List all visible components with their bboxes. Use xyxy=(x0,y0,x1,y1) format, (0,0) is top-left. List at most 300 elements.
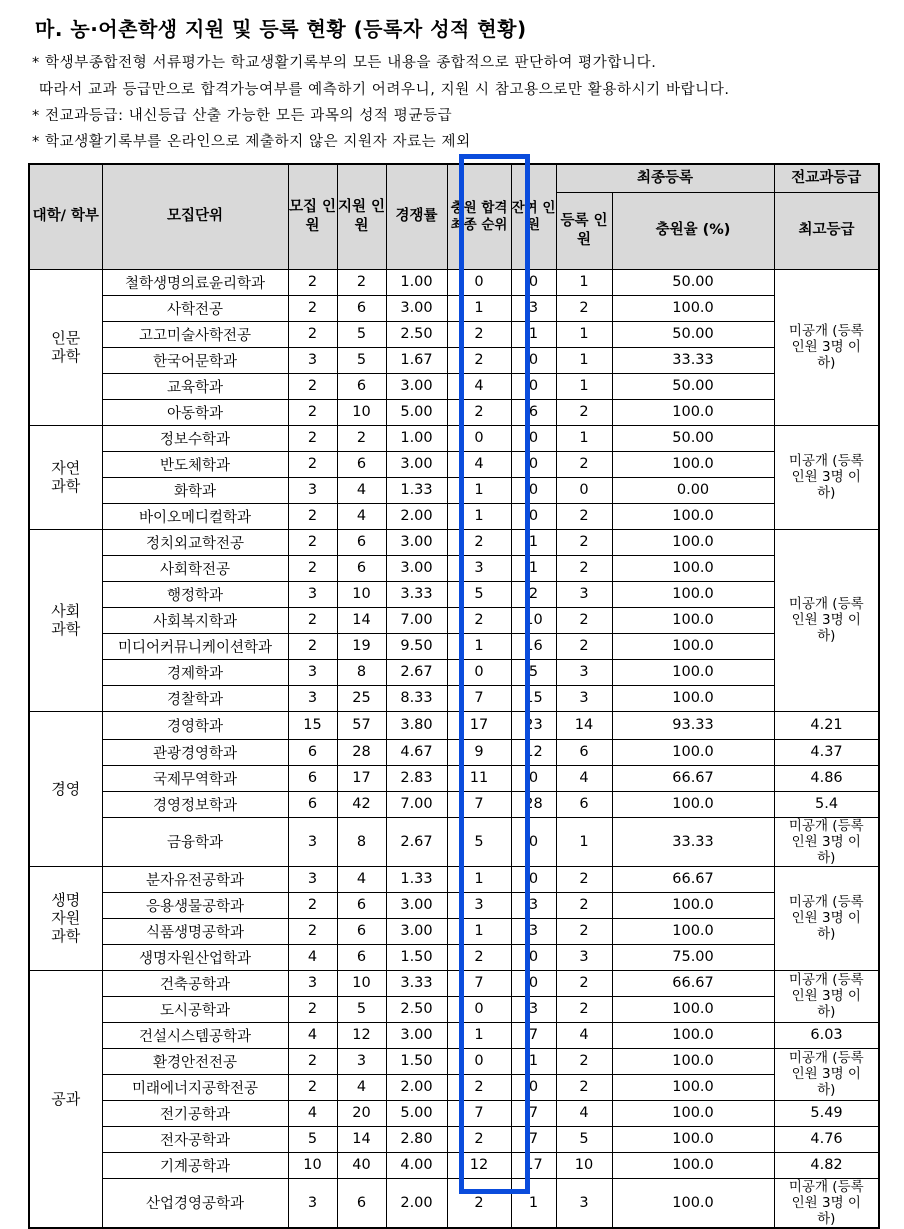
cell-value: 50.00 xyxy=(612,269,774,295)
cell-value: 6 xyxy=(288,791,337,817)
cell-value: 1 xyxy=(556,321,612,347)
cell-value: 3 xyxy=(288,1178,337,1228)
cell-value: 100.0 xyxy=(612,685,774,711)
table-row xyxy=(29,399,879,425)
table-row xyxy=(29,529,879,555)
cell-value: 3 xyxy=(556,685,612,711)
undisclosed-note: 미공개 (등록인원 3명 이하) xyxy=(774,866,879,970)
cell-value: 5 xyxy=(337,347,386,373)
table-row xyxy=(29,791,879,817)
cell-value: 100.0 xyxy=(612,996,774,1022)
cell-value: 2.00 xyxy=(386,1178,447,1228)
header-dept: 모집단위 xyxy=(102,164,288,269)
table-row xyxy=(29,295,879,321)
header-final-reg: 최종등록 xyxy=(556,164,774,192)
cell-value: 0 xyxy=(556,477,612,503)
cell-value: 7 xyxy=(447,685,511,711)
cell-value: 4 xyxy=(288,1100,337,1126)
cell-value: 3.80 xyxy=(386,711,447,739)
cell-value: 1 xyxy=(447,866,511,892)
cell-value: 17 xyxy=(447,711,511,739)
cell-value: 1 xyxy=(447,918,511,944)
cell-value: 3.00 xyxy=(386,529,447,555)
header-rank: 충원 합격 최종 순위 xyxy=(447,164,511,269)
cell-value: 10 xyxy=(288,1152,337,1178)
dept-name: 도시공학과 xyxy=(102,996,288,1022)
dept-name: 경영학과 xyxy=(102,711,288,739)
cell-value: 6 xyxy=(337,555,386,581)
college-cell: 자연 과학 xyxy=(29,425,102,529)
cell-value: 100.0 xyxy=(612,451,774,477)
cell-value: 6 xyxy=(288,765,337,791)
cell-value: 0 xyxy=(511,451,556,477)
cell-value: 2 xyxy=(556,1074,612,1100)
cell-value: 3.00 xyxy=(386,451,447,477)
cell-value: 12 xyxy=(511,739,556,765)
cell-value: 0 xyxy=(511,425,556,451)
cell-value: 7.00 xyxy=(386,607,447,633)
header-quota: 모집 인원 xyxy=(288,164,337,269)
cell-value: 2 xyxy=(447,529,511,555)
college-cell: 인문 과학 xyxy=(29,269,102,425)
college-cell: 생명 자원 과학 xyxy=(29,866,102,970)
cell-value: 6 xyxy=(337,451,386,477)
cell-value: 100.0 xyxy=(612,892,774,918)
dept-name: 환경안전전공 xyxy=(102,1048,288,1074)
cell-value: 4 xyxy=(447,451,511,477)
table-row xyxy=(29,607,879,633)
cell-value: 40 xyxy=(337,1152,386,1178)
cell-value: 12 xyxy=(447,1152,511,1178)
cell-value: 2 xyxy=(288,373,337,399)
cell-value: 1.50 xyxy=(386,1048,447,1074)
cell-value: 4 xyxy=(447,373,511,399)
table-row xyxy=(29,866,879,892)
dept-name: 전자공학과 xyxy=(102,1126,288,1152)
cell-value: 66.67 xyxy=(612,866,774,892)
cell-value: 2 xyxy=(556,295,612,321)
cell-value: 50.00 xyxy=(612,373,774,399)
cell-value: 0 xyxy=(511,866,556,892)
cell-value: 2 xyxy=(556,866,612,892)
table-row xyxy=(29,944,879,970)
cell-value: 1 xyxy=(556,425,612,451)
cell-value: 3 xyxy=(511,295,556,321)
dept-name: 아동학과 xyxy=(102,399,288,425)
cell-value: 5 xyxy=(288,1126,337,1152)
cell-value: 5 xyxy=(337,996,386,1022)
table-row xyxy=(29,425,879,451)
cell-value: 0 xyxy=(511,944,556,970)
cell-value: 6 xyxy=(337,529,386,555)
cell-value: 6 xyxy=(556,791,612,817)
cell-value: 5 xyxy=(556,1126,612,1152)
cell-value: 3 xyxy=(288,866,337,892)
cell-value: 6 xyxy=(556,739,612,765)
cell-value: 3 xyxy=(447,555,511,581)
dept-name: 국제무역학과 xyxy=(102,765,288,791)
table-row xyxy=(29,503,879,529)
cell-value: 3.33 xyxy=(386,970,447,996)
cell-value: 8 xyxy=(337,659,386,685)
cell-value: 7 xyxy=(511,1100,556,1126)
cell-value: 16 xyxy=(511,633,556,659)
cell-value: 2 xyxy=(556,503,612,529)
cell-value: 2 xyxy=(337,269,386,295)
dept-name: 사회학전공 xyxy=(102,555,288,581)
cell-value: 66.67 xyxy=(612,970,774,996)
cell-value: 1 xyxy=(447,633,511,659)
cell-value: 0 xyxy=(447,996,511,1022)
cell-value: 0 xyxy=(511,817,556,866)
cell-value: 28 xyxy=(337,739,386,765)
cell-value: 2 xyxy=(288,1074,337,1100)
cell-value: 57 xyxy=(337,711,386,739)
table-row xyxy=(29,892,879,918)
cell-value: 4.67 xyxy=(386,739,447,765)
header-reg-count: 등록 인원 xyxy=(556,192,612,269)
cell-value: 75.00 xyxy=(612,944,774,970)
cell-value: 1 xyxy=(556,269,612,295)
cell-value: 1 xyxy=(556,817,612,866)
cell-value: 1.50 xyxy=(386,944,447,970)
cell-value: 93.33 xyxy=(612,711,774,739)
cell-value: 1.00 xyxy=(386,425,447,451)
cell-value: 6 xyxy=(337,373,386,399)
header-remain: 잔여 인원 xyxy=(511,164,556,269)
table-row xyxy=(29,633,879,659)
cell-value: 2 xyxy=(556,918,612,944)
cell-value: 17 xyxy=(337,765,386,791)
cell-value: 3.00 xyxy=(386,918,447,944)
cell-value: 0 xyxy=(447,659,511,685)
cell-value: 6 xyxy=(337,944,386,970)
table-row xyxy=(29,765,879,791)
cell-value: 2 xyxy=(288,321,337,347)
grade-value: 5.49 xyxy=(774,1100,879,1126)
dept-name: 철학생명의료윤리학과 xyxy=(102,269,288,295)
college-cell: 사회 과학 xyxy=(29,529,102,711)
cell-value: 4 xyxy=(337,503,386,529)
cell-value: 2.00 xyxy=(386,503,447,529)
cell-value: 100.0 xyxy=(612,739,774,765)
note-4: * 학교생활기록부를 온라인으로 제출하지 않은 지원자 자료는 제외 xyxy=(32,134,471,150)
admission-table xyxy=(28,163,880,1229)
cell-value: 100.0 xyxy=(612,1178,774,1228)
cell-value: 12 xyxy=(337,1022,386,1048)
table-row xyxy=(29,1048,879,1074)
cell-value: 3 xyxy=(288,659,337,685)
cell-value: 2 xyxy=(288,996,337,1022)
cell-value: 1 xyxy=(447,503,511,529)
dept-name: 응용생물공학과 xyxy=(102,892,288,918)
cell-value: 2 xyxy=(556,529,612,555)
cell-value: 17 xyxy=(511,1152,556,1178)
cell-value: 2 xyxy=(288,1048,337,1074)
table-row xyxy=(29,581,879,607)
cell-value: 5 xyxy=(511,659,556,685)
cell-value: 2.83 xyxy=(386,765,447,791)
table-row xyxy=(29,451,879,477)
cell-value: 2 xyxy=(447,321,511,347)
cell-value: 4 xyxy=(556,1022,612,1048)
undisclosed-note: 미공개 (등록인원 3명 이하) xyxy=(774,1048,879,1100)
dept-name: 반도체학과 xyxy=(102,451,288,477)
dept-name: 고고미술사학전공 xyxy=(102,321,288,347)
cell-value: 2 xyxy=(288,555,337,581)
header-college: 대학/ 학부 xyxy=(29,164,102,269)
cell-value: 19 xyxy=(337,633,386,659)
cell-value: 3 xyxy=(447,892,511,918)
cell-value: 3 xyxy=(511,918,556,944)
cell-value: 5 xyxy=(447,817,511,866)
table-row xyxy=(29,555,879,581)
table-row xyxy=(29,918,879,944)
cell-value: 100.0 xyxy=(612,581,774,607)
cell-value: 6 xyxy=(337,295,386,321)
cell-value: 3 xyxy=(288,347,337,373)
cell-value: 1.00 xyxy=(386,269,447,295)
cell-value: 9.50 xyxy=(386,633,447,659)
cell-value: 100.0 xyxy=(612,659,774,685)
table-row xyxy=(29,1022,879,1048)
cell-value: 3 xyxy=(337,1048,386,1074)
college-cell: 경영 xyxy=(29,711,102,866)
dept-name: 행정학과 xyxy=(102,581,288,607)
cell-value: 3 xyxy=(556,659,612,685)
cell-value: 2 xyxy=(556,399,612,425)
cell-value: 4 xyxy=(337,1074,386,1100)
cell-value: 2 xyxy=(556,970,612,996)
grade-value: 4.82 xyxy=(774,1152,879,1178)
cell-value: 0 xyxy=(511,970,556,996)
cell-value: 2.80 xyxy=(386,1126,447,1152)
dept-name: 건축공학과 xyxy=(102,970,288,996)
cell-value: 10 xyxy=(337,399,386,425)
cell-value: 100.0 xyxy=(612,1048,774,1074)
cell-value: 0 xyxy=(511,347,556,373)
table-row xyxy=(29,1100,879,1126)
dept-name: 사학전공 xyxy=(102,295,288,321)
cell-value: 2 xyxy=(447,347,511,373)
cell-value: 2 xyxy=(556,1048,612,1074)
grade-value: 4.21 xyxy=(774,711,879,739)
cell-value: 2.67 xyxy=(386,659,447,685)
dept-name: 경찰학과 xyxy=(102,685,288,711)
dept-name: 교육학과 xyxy=(102,373,288,399)
cell-value: 7 xyxy=(511,1126,556,1152)
cell-value: 100.0 xyxy=(612,1100,774,1126)
cell-value: 2 xyxy=(288,607,337,633)
cell-value: 2.50 xyxy=(386,996,447,1022)
cell-value: 2 xyxy=(288,295,337,321)
table-row xyxy=(29,996,879,1022)
dept-name: 전기공학과 xyxy=(102,1100,288,1126)
cell-value: 14 xyxy=(337,607,386,633)
cell-value: 50.00 xyxy=(612,425,774,451)
cell-value: 20 xyxy=(337,1100,386,1126)
cell-value: 2 xyxy=(447,944,511,970)
table-row xyxy=(29,1126,879,1152)
cell-value: 3 xyxy=(288,581,337,607)
table-row xyxy=(29,373,879,399)
cell-value: 3 xyxy=(511,996,556,1022)
cell-value: 2 xyxy=(288,451,337,477)
cell-value: 2 xyxy=(556,607,612,633)
cell-value: 100.0 xyxy=(612,1126,774,1152)
header-grade: 전교과등급 xyxy=(774,164,879,192)
cell-value: 9 xyxy=(447,739,511,765)
cell-value: 0 xyxy=(447,425,511,451)
header-ratio: 경쟁률 xyxy=(386,164,447,269)
cell-value: 8 xyxy=(337,817,386,866)
undisclosed-note: 미공개 (등록인원 3명 이하) xyxy=(774,817,879,866)
cell-value: 6 xyxy=(337,892,386,918)
cell-value: 5.00 xyxy=(386,1100,447,1126)
cell-value: 2 xyxy=(447,1178,511,1228)
cell-value: 2 xyxy=(288,399,337,425)
cell-value: 0 xyxy=(511,765,556,791)
cell-value: 100.0 xyxy=(612,555,774,581)
cell-value: 0 xyxy=(511,373,556,399)
cell-value: 2 xyxy=(447,399,511,425)
cell-value: 2 xyxy=(447,1074,511,1100)
cell-value: 1 xyxy=(511,321,556,347)
cell-value: 2 xyxy=(556,633,612,659)
table-row xyxy=(29,1152,879,1178)
cell-value: 100.0 xyxy=(612,1152,774,1178)
cell-value: 0 xyxy=(511,477,556,503)
cell-value: 4 xyxy=(556,1100,612,1126)
cell-value: 100.0 xyxy=(612,295,774,321)
cell-value: 4.00 xyxy=(386,1152,447,1178)
page-title: 마. 농·어촌학생 지원 및 등록 현황 (등록자 성적 현황) xyxy=(35,17,527,41)
cell-value: 33.33 xyxy=(612,817,774,866)
dept-name: 산업경영공학과 xyxy=(102,1178,288,1228)
cell-value: 3 xyxy=(511,892,556,918)
cell-value: 3 xyxy=(556,944,612,970)
cell-value: 3.00 xyxy=(386,892,447,918)
dept-name: 정치외교학전공 xyxy=(102,529,288,555)
undisclosed-note: 미공개 (등록인원 3명 이하) xyxy=(774,529,879,711)
cell-value: 15 xyxy=(511,685,556,711)
grade-value: 4.86 xyxy=(774,765,879,791)
cell-value: 4 xyxy=(556,765,612,791)
cell-value: 1 xyxy=(447,295,511,321)
cell-value: 2 xyxy=(556,996,612,1022)
cell-value: 2.50 xyxy=(386,321,447,347)
dept-name: 정보수학과 xyxy=(102,425,288,451)
table-row xyxy=(29,1178,879,1228)
cell-value: 3.33 xyxy=(386,581,447,607)
cell-value: 100.0 xyxy=(612,1074,774,1100)
cell-value: 100.0 xyxy=(612,503,774,529)
cell-value: 0 xyxy=(511,1074,556,1100)
cell-value: 7.00 xyxy=(386,791,447,817)
cell-value: 28 xyxy=(511,791,556,817)
cell-value: 1.33 xyxy=(386,866,447,892)
table-row xyxy=(29,970,879,996)
grade-value: 4.76 xyxy=(774,1126,879,1152)
note-1: * 학생부종합전형 서류평가는 학교생활기록부의 모든 내용을 종합적으로 판단하여 평가합니다. xyxy=(32,55,657,71)
cell-value: 3 xyxy=(556,581,612,607)
cell-value: 100.0 xyxy=(612,633,774,659)
cell-value: 2 xyxy=(288,269,337,295)
note-3: * 전교과등급: 내신등급 산출 가능한 모든 과목의 성적 평균등급 xyxy=(32,108,453,124)
grade-value: 5.4 xyxy=(774,791,879,817)
cell-value: 5 xyxy=(337,321,386,347)
cell-value: 2 xyxy=(337,425,386,451)
dept-name: 미디어커뮤니케이션학과 xyxy=(102,633,288,659)
cell-value: 2.67 xyxy=(386,817,447,866)
dept-name: 금융학과 xyxy=(102,817,288,866)
cell-value: 1 xyxy=(511,1178,556,1228)
note-2: 따라서 교과 등급만으로 합격가능여부를 예측하기 어려우니, 지원 시 참고용으로만 활용하시기 바랍니다. xyxy=(39,82,730,98)
cell-value: 100.0 xyxy=(612,607,774,633)
cell-value: 25 xyxy=(337,685,386,711)
cell-value: 7 xyxy=(447,970,511,996)
cell-value: 10 xyxy=(511,607,556,633)
cell-value: 10 xyxy=(337,581,386,607)
cell-value: 2 xyxy=(288,425,337,451)
cell-value: 6 xyxy=(337,918,386,944)
cell-value: 42 xyxy=(337,791,386,817)
cell-value: 4 xyxy=(337,477,386,503)
cell-value: 6 xyxy=(288,739,337,765)
cell-value: 66.67 xyxy=(612,765,774,791)
header-grade-max: 최고등급 xyxy=(774,192,879,269)
cell-value: 100.0 xyxy=(612,399,774,425)
cell-value: 2 xyxy=(288,529,337,555)
college-cell: 공과 xyxy=(29,970,102,1228)
cell-value: 7 xyxy=(511,1022,556,1048)
cell-value: 1 xyxy=(511,529,556,555)
cell-value: 10 xyxy=(337,970,386,996)
table-row xyxy=(29,685,879,711)
undisclosed-note: 미공개 (등록인원 3명 이하) xyxy=(774,425,879,529)
header-applicants: 지원 인원 xyxy=(337,164,386,269)
dept-name: 바이오메디컬학과 xyxy=(102,503,288,529)
undisclosed-note: 미공개 (등록인원 3명 이하) xyxy=(774,269,879,425)
table-row xyxy=(29,269,879,295)
dept-name: 식품생명공학과 xyxy=(102,918,288,944)
cell-value: 2 xyxy=(556,451,612,477)
dept-name: 미래에너지공학전공 xyxy=(102,1074,288,1100)
cell-value: 1.67 xyxy=(386,347,447,373)
cell-value: 3 xyxy=(288,970,337,996)
dept-name: 화학과 xyxy=(102,477,288,503)
cell-value: 1 xyxy=(511,1048,556,1074)
cell-value: 3.00 xyxy=(386,373,447,399)
cell-value: 4 xyxy=(288,1022,337,1048)
dept-name: 기계공학과 xyxy=(102,1152,288,1178)
grade-value: 6.03 xyxy=(774,1022,879,1048)
header-reg-rate: 충원율 (%) xyxy=(612,192,774,269)
cell-value: 7 xyxy=(447,791,511,817)
cell-value: 1 xyxy=(556,347,612,373)
cell-value: 1 xyxy=(447,477,511,503)
undisclosed-note: 미공개 (등록인원 3명 이하) xyxy=(774,970,879,1022)
cell-value: 1 xyxy=(556,373,612,399)
table-row xyxy=(29,659,879,685)
cell-value: 100.0 xyxy=(612,1022,774,1048)
cell-value: 3.00 xyxy=(386,1022,447,1048)
cell-value: 2 xyxy=(447,1126,511,1152)
cell-value: 4 xyxy=(288,944,337,970)
cell-value: 23 xyxy=(511,711,556,739)
cell-value: 5 xyxy=(447,581,511,607)
cell-value: 2 xyxy=(556,555,612,581)
